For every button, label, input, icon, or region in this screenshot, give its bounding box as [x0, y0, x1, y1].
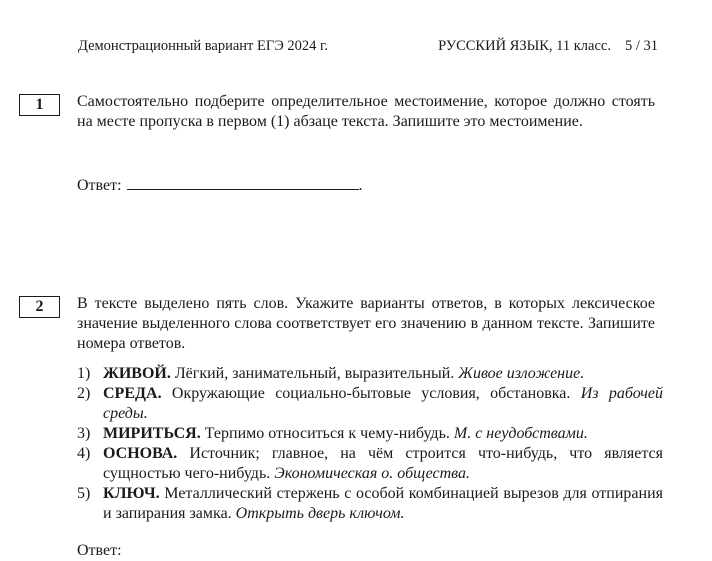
list-item — [77, 484, 663, 524]
option-word: СРЕДА. — [103, 385, 162, 402]
task-1-answer-label: Ответ: — [77, 177, 122, 194]
subject-label: РУССКИЙ ЯЗЫК, 11 класс. — [438, 38, 611, 54]
option-example: Открыть дверь ключом. — [235, 505, 405, 522]
option-word: ЖИВОЙ. — [103, 365, 171, 382]
option-word: МИРИТЬСЯ. — [103, 425, 201, 442]
option-definition: Лёгкий, занимательный, выразительный. — [170, 365, 459, 382]
task-1-answer — [77, 175, 363, 196]
option-definition: Металлический стержень с особой комбинацией вырезов для отпирания и запирания замка. — [103, 485, 663, 522]
list-item — [77, 424, 663, 444]
exam-title: Демонстрационный вариант ЕГЭ 2024 г. — [78, 38, 328, 54]
option-word: КЛЮЧ. — [103, 485, 160, 502]
option-text — [103, 364, 663, 384]
option-number: 2) — [77, 385, 91, 402]
option-number: 5) — [77, 485, 91, 502]
option-example: Из рабочей среды. — [103, 385, 664, 422]
page-header — [78, 38, 658, 58]
option-example: М. с неудобствами. — [453, 425, 588, 442]
task-2-options — [77, 364, 663, 524]
header-right — [438, 38, 658, 55]
list-item — [77, 364, 663, 384]
task-1-number: 1 — [19, 94, 60, 116]
task-1-answer-end: . — [358, 177, 363, 194]
option-text — [103, 484, 663, 524]
list-item — [77, 384, 663, 424]
option-number: 1) — [77, 365, 91, 382]
list-item — [77, 444, 663, 484]
option-definition: Окружающие социально-бытовые условия, обстановка. — [161, 385, 581, 402]
task-2-text: В тексте выделено пять слов. Укажите варианты ответов, в которых лексическое значение выделенного слова соответствует его значению в данном тексте. Запишите номера ответов. — [77, 295, 655, 352]
option-definition: Источник; главное, на чём строится что-нибудь, что является сущностью чего-нибудь. — [103, 445, 663, 482]
task-1-text: Самостоятельно подберите определительное местоимение, которое должно стоять на месте пропуска в первом (1) абзаце текста. Запишите это местоимение. — [77, 93, 655, 130]
task-2-number: 2 — [19, 296, 60, 318]
option-definition: Терпимо относиться к чему-нибудь. — [200, 425, 454, 442]
page-number: 5 / 31 — [624, 38, 658, 54]
option-text — [103, 424, 663, 444]
option-text — [103, 384, 663, 424]
task-2-answer-label: Ответ: — [77, 542, 122, 559]
option-number: 3) — [77, 425, 91, 442]
task-1-answer-field[interactable] — [127, 175, 359, 190]
option-number: 4) — [77, 445, 91, 462]
option-text — [103, 444, 663, 484]
option-example: Живое изложение. — [458, 365, 585, 382]
option-word: ОСНОВА. — [103, 445, 178, 462]
option-example: Экономическая о. общества. — [274, 465, 470, 482]
